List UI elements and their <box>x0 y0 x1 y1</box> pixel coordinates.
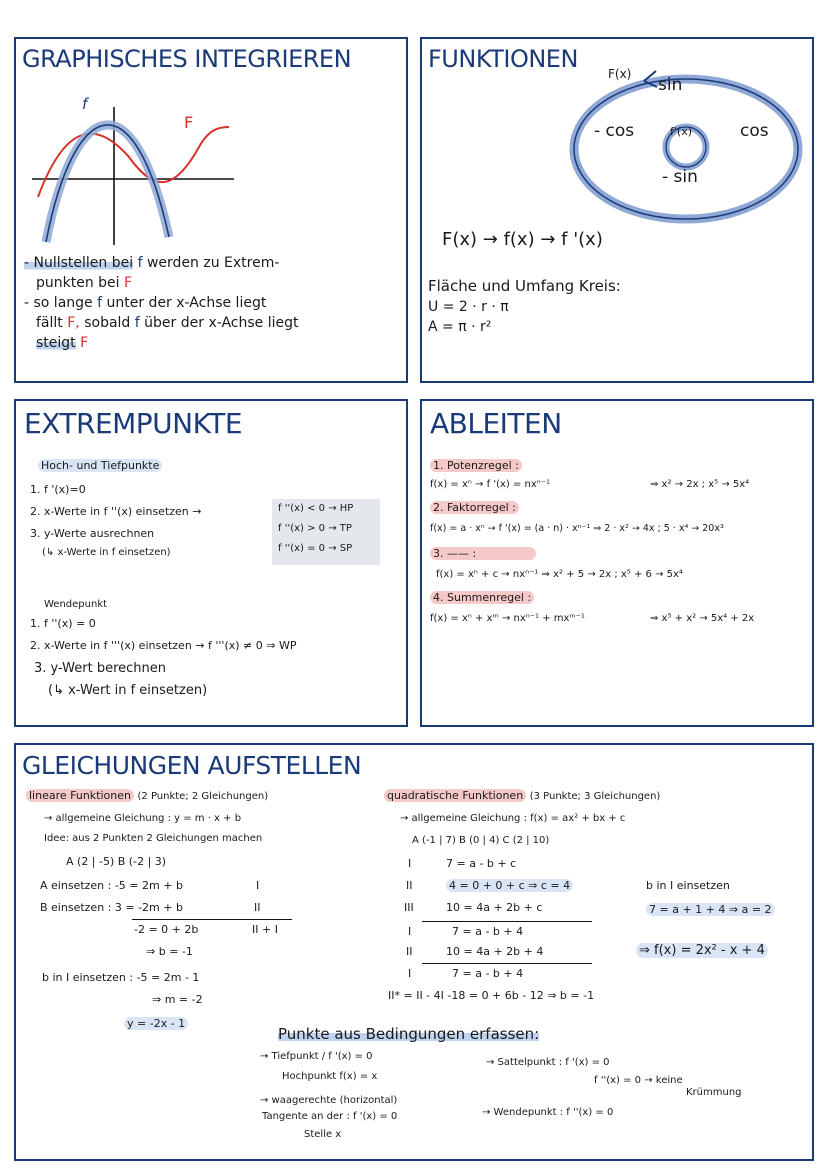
extreme-step-2: 2. x-Werte in f ''(x) einsetzen → <box>30 505 202 518</box>
rule-2-heading-text: 2. Faktorregel : <box>430 501 519 514</box>
condition-stelle: Stelle x <box>304 1129 342 1140</box>
derivative-chain: F(x) → f(x) → f '(x) <box>442 229 603 250</box>
quadratic-a-result-text: 7 = a + 1 + 4 ⇒ a = 2 <box>646 903 775 916</box>
graph-note-4c: sobald <box>84 315 131 331</box>
condition-sp: f ''(x) = 0 → SP <box>278 543 353 554</box>
linear-b-insert: b in I einsetzen : -5 = 2m - 1 <box>42 971 200 984</box>
derivative-cycle-diagram <box>562 59 812 229</box>
rule-4-formula: f(x) = xⁿ + xᵐ → nxⁿ⁻¹ + mxᵐ⁻¹ <box>430 613 585 624</box>
quadratic-points: A (-1 | 7) B (0 | 4) C (2 | 10) <box>412 835 550 846</box>
quadratic-eq-4: 7 = a - b + 4 <box>452 925 524 938</box>
quadratic-final <box>636 943 768 958</box>
quadratic-eq-3: 10 = 4a + 2b + c <box>446 901 543 914</box>
quadratic-line-2 <box>422 963 592 964</box>
linear-m-result: ⇒ m = -2 <box>152 993 203 1006</box>
circle-heading: Fläche und Umfang Kreis: <box>428 277 621 295</box>
inflection-subheading: Wendepunkt <box>44 599 108 610</box>
graph-note-1c: werden zu Extrem- <box>146 255 280 271</box>
rule-3-formula: f(x) = xⁿ + c → nxⁿ⁻¹ ⇒ x² + 5 → 2x ; x⁵ + 6 → 5x⁴ <box>436 569 683 580</box>
linear-points: A (2 | -5) B (-2 | 3) <box>66 855 167 868</box>
rule-1-heading-text: 1. Potenzregel : <box>430 459 522 472</box>
extreme-subheading <box>38 459 162 472</box>
derivatives-title: ABLEITEN <box>430 407 562 440</box>
rule-1-formula: f(x) = xⁿ → f '(x) = nxⁿ⁻¹ <box>430 479 551 490</box>
graph-integration-box <box>14 37 408 383</box>
quadratic-eq-7: II* = II - 4I -18 = 0 + 6b - 12 ⇒ b = -1 <box>388 989 595 1002</box>
graph-note-1a: - Nullstellen bei <box>24 255 134 271</box>
quadratic-eq-6: 7 = a - b + 4 <box>452 967 524 980</box>
quadratic-row-I-1: I <box>408 857 412 870</box>
conditions-heading-text: Punkte aus Bedingungen erfassen: <box>278 1025 540 1043</box>
graph-note-2a: punkten bei <box>36 275 120 291</box>
extreme-subheading-text: Hoch- und Tiefpunkte <box>38 459 162 472</box>
rule-1-heading <box>430 459 522 472</box>
graph-note-line-2 <box>36 275 132 291</box>
condition-tangente: Tangente an der : f '(x) = 0 <box>262 1111 398 1122</box>
linear-eq-a-label: I <box>256 879 260 892</box>
inflection-step-2: 2. x-Werte in f '''(x) einsetzen → f '''(x) ≠ 0 ⇒ WP <box>30 639 297 652</box>
graph-note-5b: F <box>80 335 89 351</box>
quadratic-heading <box>384 789 660 802</box>
linear-eq-a: A einsetzen : -5 = 2m + b <box>40 879 183 892</box>
graph-note-4b: F, <box>67 315 80 331</box>
quadratic-b-insert: b in I einsetzen <box>646 879 730 892</box>
linear-final <box>124 1017 188 1030</box>
condition-hp: f ''(x) < 0 → HP <box>278 503 354 514</box>
circle-perimeter: U = 2 · r · π <box>428 299 509 315</box>
rule-2-formula: f(x) = a · xⁿ → f '(x) = (a · n) · xⁿ⁻¹ ⇒ 2 · x² → 4x ; 5 · x⁴ → 20x³ <box>430 523 724 534</box>
quadratic-final-text: ⇒ f(x) = 2x² - x + 4 <box>636 943 768 958</box>
graph-note-1b: f <box>137 255 143 271</box>
extreme-points-box <box>14 399 408 727</box>
rule-2-heading <box>430 501 519 514</box>
quadratic-eq-1: 7 = a - b + c <box>446 857 517 870</box>
linear-idea: Idee: aus 2 Punkten 2 Gleichungen machen <box>44 833 263 844</box>
derivatives-box <box>420 399 814 727</box>
graph-note-3c: unter der x-Achse liegt <box>106 295 267 311</box>
extreme-step-1: 1. f '(x)=0 <box>30 483 86 496</box>
linear-heading-note: (2 Punkte; 2 Gleichungen) <box>137 791 269 802</box>
cycle-label-cos: cos <box>740 121 769 141</box>
rule-3-heading <box>430 547 536 560</box>
functions-box <box>420 37 814 383</box>
inflection-step-1: 1. f ''(x) = 0 <box>30 617 96 630</box>
cycle-label-neg-cos: - cos <box>594 121 635 141</box>
linear-final-text: y = -2x - 1 <box>124 1017 188 1030</box>
graph-note-5a: steigt <box>36 335 76 351</box>
quadratic-general: → allgemeine Gleichung : f(x) = ax² + bx + c <box>400 813 626 824</box>
rule-4-example: ⇒ x⁵ + x² → 5x⁴ + 2x <box>650 613 755 624</box>
condition-krummung: f ''(x) = 0 → keine <box>594 1075 683 1086</box>
inflection-step-3-note: (↳ x-Wert in f einsetzen) <box>48 683 208 698</box>
quadratic-row-I-3: I <box>408 967 412 980</box>
functions-title: FUNKTIONEN <box>428 45 578 73</box>
conditions-heading <box>278 1025 539 1043</box>
graph-note-4d: f <box>134 315 140 331</box>
graph-note-line-4 <box>36 315 299 331</box>
linear-b-result: ⇒ b = -1 <box>146 945 193 958</box>
graph-note-line-1 <box>24 255 279 271</box>
equations-title: GLEICHUNGEN AUFSTELLEN <box>22 751 362 780</box>
quadratic-eq-2-text: 4 = 0 + 0 + c ⇒ c = 4 <box>446 879 573 892</box>
linear-heading-text: lineare Funktionen <box>26 789 134 802</box>
graph-label-F: F <box>184 113 194 132</box>
quadratic-a-result <box>646 903 775 916</box>
condition-waagerecht: → waagerechte (horizontal) <box>260 1095 398 1106</box>
quadratic-row-II-2: II <box>406 945 413 958</box>
linear-eq-sum-label: II + I <box>252 923 278 936</box>
linear-eq-sum: -2 = 0 + 2b <box>134 923 199 936</box>
graph-note-line-3 <box>24 295 266 311</box>
graph-note-2b: F <box>124 275 133 291</box>
extreme-step-3: 3. y-Werte ausrechnen <box>30 527 155 540</box>
cycle-label-fprime: f'(x) <box>670 125 692 138</box>
graph-note-line-5 <box>36 335 88 351</box>
cycle-label-Fx: F(x) <box>608 67 632 81</box>
graph-integration-figure <box>24 87 244 247</box>
extreme-points-title: EXTREMPUNKTE <box>24 407 243 440</box>
linear-sum-line <box>132 919 292 920</box>
linear-heading <box>26 789 268 802</box>
graph-note-4e: über der x-Achse liegt <box>144 315 299 331</box>
graph-note-4a: fällt <box>36 315 63 331</box>
graph-note-3a: - so lange <box>24 295 93 311</box>
graph-label-f: f <box>82 95 88 113</box>
quadratic-line-1 <box>422 921 592 922</box>
condition-krummung-2: Krümmung <box>686 1087 742 1098</box>
quadratic-row-II-1: II <box>406 879 413 892</box>
condition-tp: f ''(x) > 0 → TP <box>278 523 352 534</box>
linear-general: → allgemeine Gleichung : y = m · x + b <box>44 813 242 824</box>
quadratic-heading-note: (3 Punkte; 3 Gleichungen) <box>529 791 661 802</box>
linear-eq-b-label: II <box>254 901 261 914</box>
quadratic-heading-text: quadratische Funktionen <box>384 789 526 802</box>
condition-sattelpunkt: → Sattelpunkt : f '(x) = 0 <box>486 1057 610 1068</box>
rule-1-example: ⇒ x² → 2x ; x⁵ → 5x⁴ <box>650 479 750 490</box>
inflection-step-3: 3. y-Wert berechnen <box>34 661 166 676</box>
quadratic-row-I-2: I <box>408 925 412 938</box>
rule-4-heading <box>430 591 534 604</box>
graph-note-3b: f <box>97 295 103 311</box>
equations-box <box>14 743 814 1161</box>
quadratic-eq-2 <box>446 879 573 892</box>
linear-eq-b: B einsetzen : 3 = -2m + b <box>40 901 183 914</box>
quadratic-eq-5: 10 = 4a + 2b + 4 <box>446 945 544 958</box>
cycle-label-neg-sin: - sin <box>662 167 698 187</box>
cycle-label-sin: sin <box>658 75 683 95</box>
condition-hochpunkt: Hochpunkt f(x) = x <box>282 1071 378 1082</box>
quadratic-row-III: III <box>404 901 414 914</box>
circle-area: A = π · r² <box>428 319 492 335</box>
rule-3-heading-text: 3. —— : <box>430 547 536 560</box>
condition-wendepunkt: → Wendepunkt : f ''(x) = 0 <box>482 1107 614 1118</box>
condition-tiefpunkt: → Tiefpunkt / f '(x) = 0 <box>260 1051 373 1062</box>
extreme-step-3-note: (↳ x-Werte in f einsetzen) <box>42 547 171 558</box>
rule-4-heading-text: 4. Summenregel : <box>430 591 534 604</box>
graph-integration-title: GRAPHISCHES INTEGRIEREN <box>22 45 352 73</box>
